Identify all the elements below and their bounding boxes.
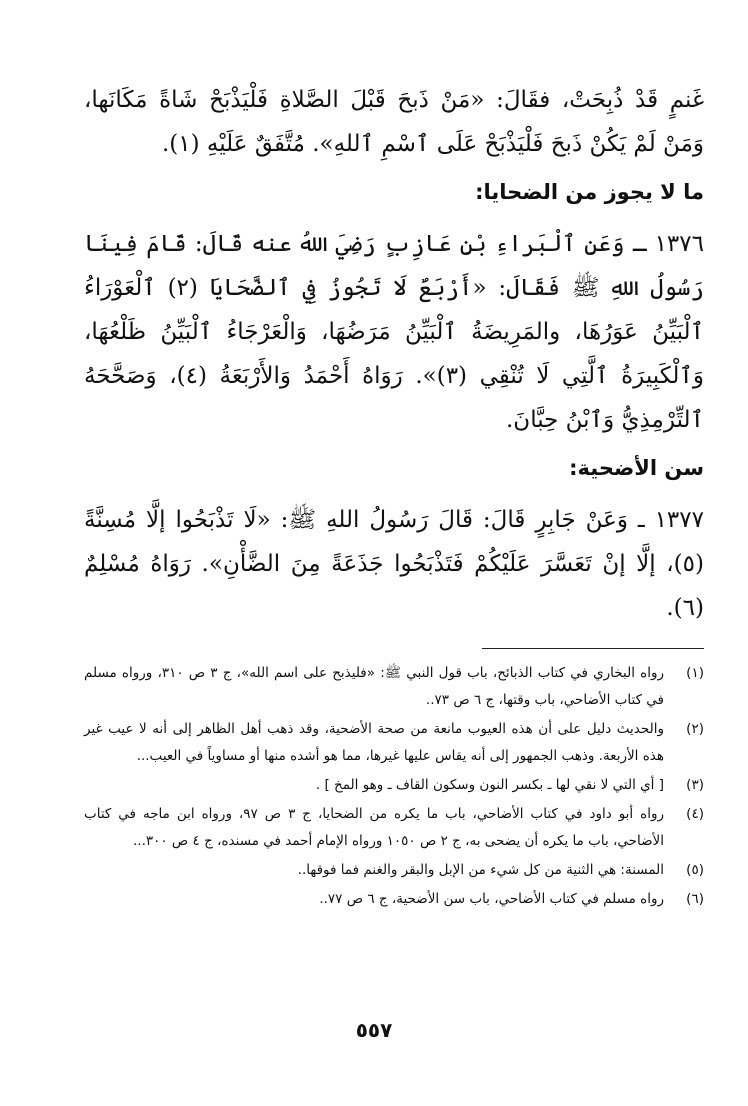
- footnotes: [84, 660, 704, 915]
- footnote-6: [84, 886, 704, 913]
- footnote-number: (٢): [686, 721, 704, 737]
- hadith-1376: ١٣٧٦ ـ وَعَنِ ٱلْبَراءِ بْنِ عَازِبٍ رَضِيَ اللهُ عنه قَالَ: قَامَ فِينَا رَسُولُ اللهِ ﷺ فَقَالَ: «أَرْبَعٌ لَا تَجُوزُ فِي ٱلضَّحَايَا (٢) ٱلْعَوْرَاءُ ٱلْبَيِّنُ عَوَرُهَا، والمَرِيضَةُ ٱلْبَيِّنُ مَرَضُهَا، وَالْعَرْجَاءُ ٱلْبَيِّنُ ظَلْعُهَا، وَٱلْكَبِيرَةُ ٱلَّتِي لَا تُنْقِي (٣)». رَوَاهُ أَحْمَدُ وَالأَرْبَعَةُ (٤)، وَصَحَّحَهُ ٱلتِّرْمِذِيُّ وَٱبْنُ حِبَّانَ.: [84, 231, 704, 433]
- hadith-1377: ١٣٧٧ ـ وَعَنْ جَابِرٍ قَالَ: قَالَ رَسُولُ اللهِ ﷺ: «لَا تَذْبَحُوا إلَّا مُسِنَّةً (٥)، إلَّا إنْ تَعَسَّرَ عَلَيْكُمْ فَتَذْبَحُوا جَذَعَةً مِنَ الضَّأْنِ». رَوَاهُ مُسْلِمٌ (٦).: [84, 507, 704, 621]
- footnote-text: رواه أبو داود في كتاب الأضاحي، باب ما يكره من الضحايا، ج ٣ ص ٩٧، ورواه ابن ماجه في كتاب الأضاحي، باب ما يكره أن يضحى به، ج ٢ ص ١٠٥٠ ورواه الإمام أحمد في مسنده، ج ٤ ص ٣٠٠...: [84, 806, 665, 849]
- footnote-3: [84, 772, 704, 799]
- footnote-2: [84, 716, 704, 770]
- footnote-text: [ أي التي لا نقي لها ـ بكسر النون وسكون القاف ـ وهو المخ ] .: [315, 777, 664, 793]
- footnote-number: (٥): [686, 862, 704, 878]
- main-text: [84, 78, 704, 630]
- footnote-text: والحديث دليل على أن هذه العيوب مانعة من صحة الأضحية، وقد ذهب أهل الظاهر إلى أنه لا عيب غير هذه الأربعة. وذهب الجمهور إلى أنه يقاس عليها غيرها، مما هو أشده منها أو مساوياً في العيب...: [84, 721, 664, 764]
- footnote-number: (٦): [686, 891, 704, 907]
- footnote-text: المسنة: هي الثنية من كل شيء من الإبل والبقر والغنم فما فوقها..: [297, 862, 664, 878]
- footnote-text: رواه البخاري في كتاب الذبائح، باب قول النبي ﷺ: «فليذبح على اسم الله»، ج ٣ ص ٣١٠، ورواه مسلم في كتاب الأضاحي، باب وقتها، ج ٦ ص ٧٣..: [84, 665, 664, 708]
- paragraph-continuation: غَنمٍ قَدْ ذُبِحَتْ، فقَالَ: «مَنْ ذَبحَ قَبْلَ الصَّلاةِ فَلْيَذْبَحْ شَاةً مَكَانَها، وَمَنْ لَمْ يَكُنْ ذَبحَ فَلْيَذْبَحْ عَلَى ٱسْمِ ٱللهِ». مُتَّفَقٌ عَلَيْهِ (١).: [84, 87, 704, 157]
- footnote-number: (٣): [686, 777, 704, 793]
- footnote-number: (١): [686, 665, 704, 681]
- footnote-4: [84, 801, 704, 855]
- footnote-5: [84, 857, 704, 884]
- footnote-number: (٤): [686, 806, 704, 822]
- page-number: ٥٥٧: [355, 1018, 393, 1042]
- footnote-text: رواه مسلم في كتاب الأضاحي، باب سن الأضحية، ج ٦ ص ٧٧..: [319, 891, 664, 907]
- section-heading-sacrifice-age: سن الأضحية:: [569, 456, 704, 480]
- footnote-1: [84, 660, 704, 714]
- footnote-divider: [482, 648, 704, 649]
- section-heading-forbidden-sacrifices: ما لا يجوز من الضحايا:: [475, 180, 704, 204]
